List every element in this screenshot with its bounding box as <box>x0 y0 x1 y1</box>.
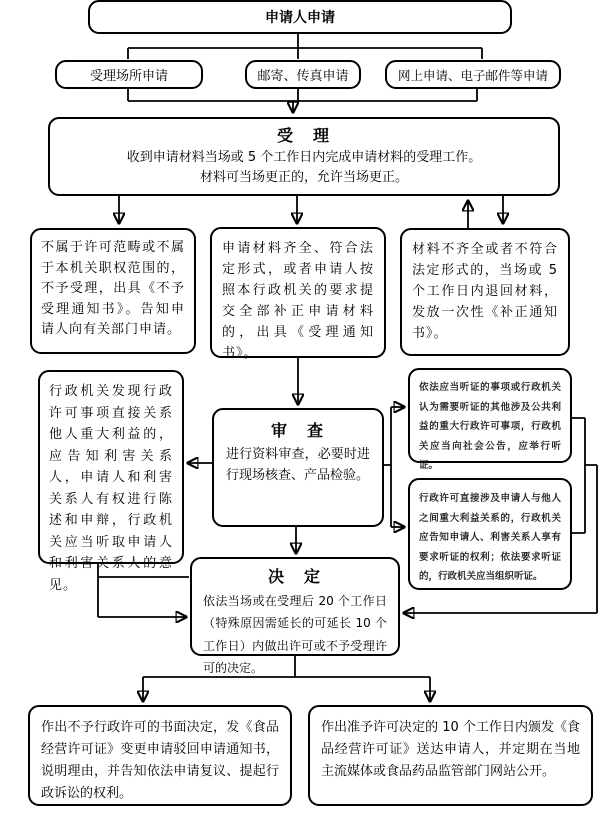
node-not-accepted <box>30 228 196 354</box>
node-grant-result-text: 作出准予许可决定的 10 个工作日内颁发《食品经营许可证》送达申请人，并定期在当地主流媒体或食品药品监管部门网站公开。 <box>321 720 580 779</box>
connector-apply-to-channels <box>128 34 482 59</box>
node-channel-venue-label: 受理场所申请 <box>89 69 168 84</box>
connector-channels-to-shouli <box>128 89 477 111</box>
node-acceptance <box>48 117 560 196</box>
node-channel-online <box>385 60 561 89</box>
connector-shencha-to-hearings <box>384 407 403 527</box>
node-stakeholder-opinions-text: 行政机关发现行政许可事项直接关系他人重大利益的，应告知利害关系人，申请人和利害关系人有权进行陈述和申辩，行政机关应当听取申请人和利害关系人的意见。 <box>49 384 173 593</box>
node-public-hearing <box>408 368 572 471</box>
node-public-hearing-text: 依法应当听证的事项或行政机关认为需要听证的其他涉及公共利益的重大行政许可事项，行政机关应当向社会公告，应举行听证。 <box>419 382 561 471</box>
node-acceptance-line1: 收到申请材料当场或 5 个工作日内完成申请材料的受理工作。 <box>126 149 482 165</box>
node-supplement-notice <box>400 228 570 356</box>
node-accepted-notice <box>210 227 386 361</box>
node-acceptance-line2: 材料可当场更正的，允许当场更正。 <box>199 169 408 185</box>
node-not-accepted-text: 不属于许可范畴或不属于本机关职权范围的，不予受理，出具《不予受理通知书》。告知申请人向有关部门申请。 <box>41 240 185 337</box>
node-hearing-rights-text: 行政许可直接涉及申请人与他人之间重大利益关系的，行政机关应告知申请人、利害关系人享有要求听证的权利；依法要求听证的，行政机关应当组织听证。 <box>419 493 561 582</box>
node-channel-mail-fax <box>245 60 361 89</box>
node-supplement-notice-text: 材料不齐全或者不符合法定形式的，当场或 5 个工作日内退回材料，发放一次性《补正通知书》。 <box>412 242 558 341</box>
node-acceptance-title: 受 理 <box>276 125 331 145</box>
node-applicant-apply <box>88 0 512 34</box>
node-accepted-notice-text: 申请材料齐全、符合法定形式，或者申请人按照本行政机关的要求提交全部补正申请材料的，出具《受理通知书》。 <box>222 241 374 361</box>
node-channel-mail-fax-label: 邮寄、传真申请 <box>257 69 349 84</box>
node-decision <box>190 557 400 675</box>
node-stakeholder-opinions <box>38 370 184 593</box>
node-channel-online-label: 网上申请、电子邮件等申请 <box>397 67 548 83</box>
node-decision-title: 决 定 <box>267 567 322 586</box>
node-grant-result <box>308 705 593 806</box>
node-denial-result-text: 作出不予行政许可的书面决定，发《食品经营许可证》变更申请驳回申请通知书，说明理由，并告知依法申请复议、提起行政诉讼的权利。 <box>41 720 279 801</box>
node-applicant-apply-label: 申请人申请 <box>265 10 335 26</box>
connector-shouli-to-outcomes <box>119 196 503 228</box>
node-review-title: 审 查 <box>270 421 325 440</box>
node-decision-body: 依法当场或在受理后 20 个工作日（特殊原因需延长的可延长 10 个工作日）内做出许可或不予受理许可的决定。 <box>203 593 387 675</box>
node-review <box>212 408 384 527</box>
node-denial-result <box>28 705 292 806</box>
node-channel-venue <box>55 60 203 89</box>
node-review-body: 进行资料审查，必要时进行现场核查、产品检验。 <box>226 447 370 483</box>
node-hearing-rights <box>408 478 572 590</box>
